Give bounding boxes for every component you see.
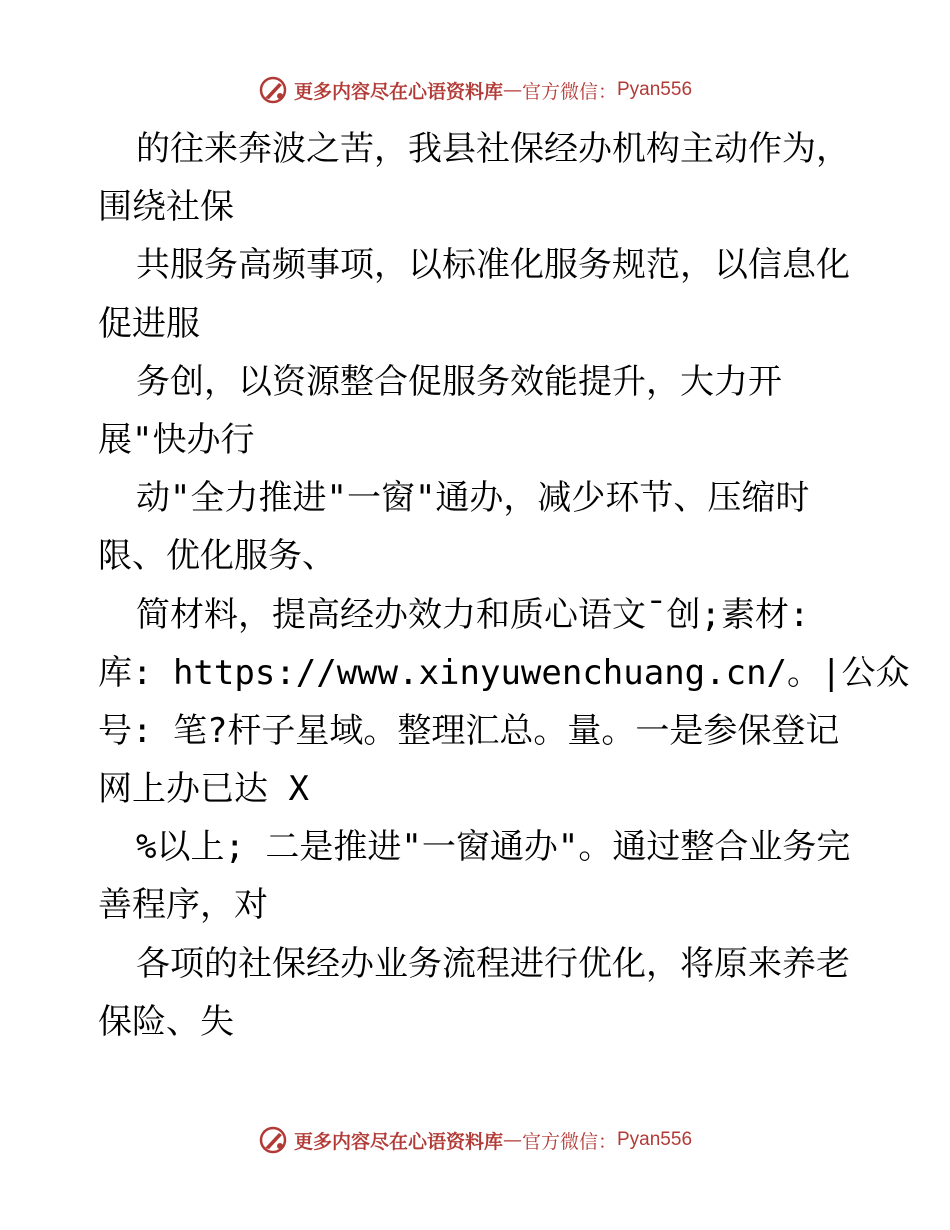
body-line: 的往来奔波之苦，我县社保经办机构主动作为， bbox=[136, 129, 850, 169]
watermark-site-text: 更多内容尽在心语资料库 bbox=[293, 80, 503, 103]
body-line: 号: 笔?杆子星域。整理汇总。量。一是参保登记 bbox=[98, 710, 840, 751]
body-line: 动"全力推进"一窗"通办，减少环节、压缩时 bbox=[136, 478, 810, 519]
body-line: 共服务高频事项，以标准化服务规范，以信息化 bbox=[136, 245, 850, 286]
body-line: 限、优化服务、 bbox=[98, 536, 336, 577]
body-line: 保险、失 bbox=[98, 1001, 234, 1042]
document-body bbox=[98, 120, 910, 1051]
body-line: 展"快办行 bbox=[98, 419, 255, 460]
body-line: 各项的社保经办业务流程进行优化，将原来养老 bbox=[136, 943, 850, 984]
watermark-wechat-label: 官方微信： bbox=[521, 1130, 617, 1153]
footer-watermark bbox=[0, 1120, 950, 1160]
body-line: 务创，以资源整合促服务效能提升，大力开 bbox=[136, 361, 782, 402]
watermark-site-text: 更多内容尽在心语资料库 bbox=[293, 1130, 503, 1153]
body-line: 网上办已达 X bbox=[98, 769, 309, 810]
body-line: %以上; 二是推进"一窗通办"。通过整合业务完 bbox=[136, 827, 851, 868]
watermark-wechat-id: Pyan556 bbox=[617, 1129, 693, 1150]
watermark-dash: — bbox=[502, 79, 522, 101]
quill-pen-seal-icon bbox=[258, 75, 288, 105]
watermark-dash: — bbox=[502, 1129, 522, 1151]
watermark-wechat-id: Pyan556 bbox=[617, 79, 693, 100]
body-line: 善程序，对 bbox=[98, 885, 268, 926]
watermark-wechat-label: 官方微信： bbox=[521, 80, 617, 103]
body-line: 围绕社保 bbox=[98, 187, 234, 228]
body-line: 库: https://www.xinyuwenchuang.cn/。|公众 bbox=[98, 652, 910, 693]
quill-pen-seal-icon bbox=[258, 1125, 288, 1155]
body-line: 简材料，提高经办效力和质心语文¯创;素材: bbox=[136, 594, 810, 635]
body-line: 促进服 bbox=[98, 303, 200, 344]
header-watermark bbox=[0, 70, 950, 110]
